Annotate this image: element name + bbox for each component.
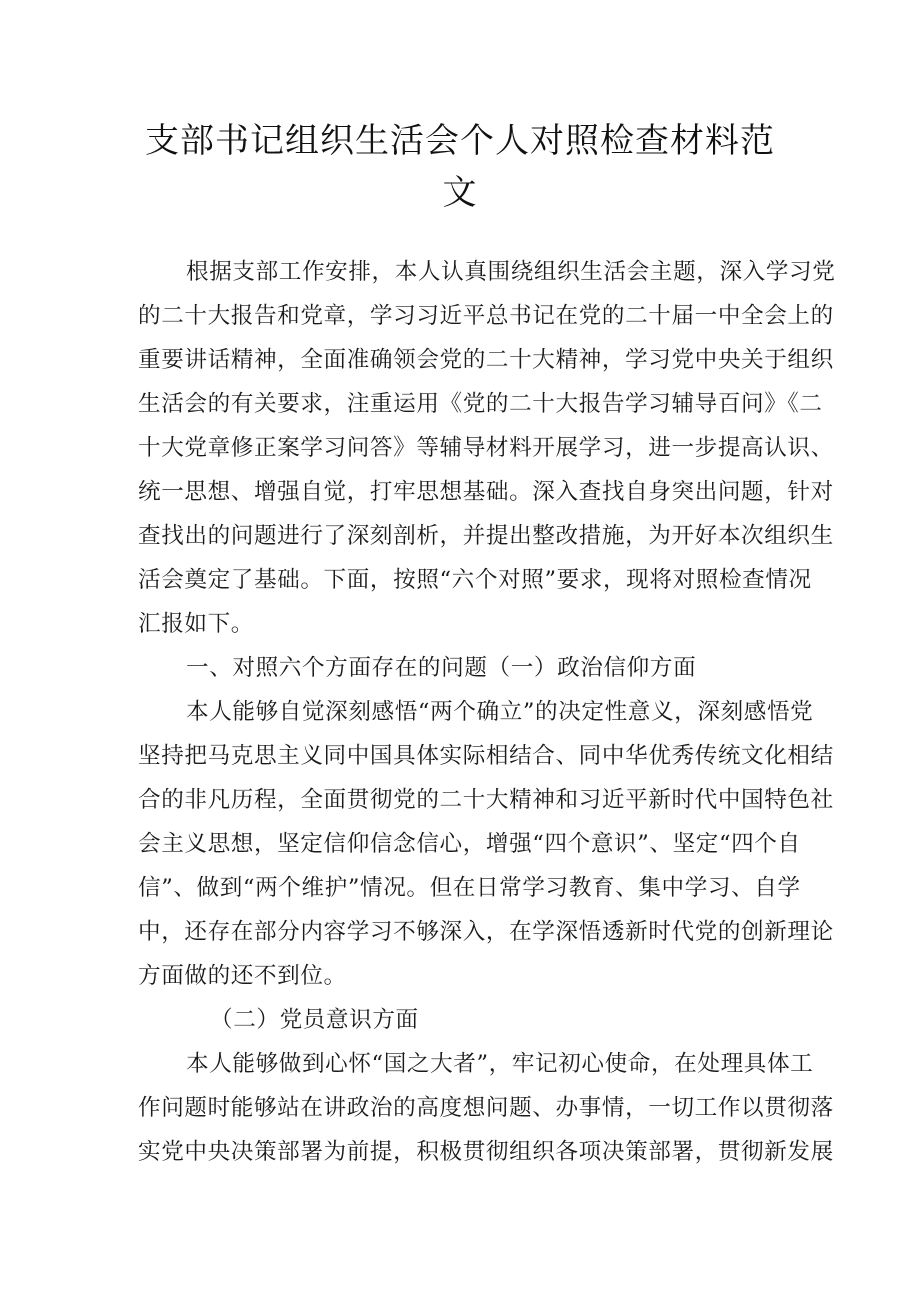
- section-heading-2: （二）党员意识方面: [210, 1007, 419, 1033]
- paragraph-intro-line: 十大党章修正案学习问答》等辅导材料开展学习，进一步提高认识、: [138, 435, 834, 461]
- document-title-line-1: 支部书记组织生活会个人对照检查材料范: [145, 121, 775, 161]
- paragraph-party-line: 实党中央决策部署为前提，积极贯彻组织各项决策部署，贯彻新发展: [138, 1139, 834, 1165]
- paragraph-political-line: 方面做的还不到位。: [138, 963, 347, 989]
- paragraph-party-line: 本人能够做到心怀“国之大者”，牢记初心使命，在处理具体工: [186, 1051, 814, 1077]
- paragraph-political-line: 坚持把马克思主义同中国具体实际相结合、同中华优秀传统文化相结: [138, 743, 834, 769]
- paragraph-political-line: 本人能够自觉深刻感悟“两个确立”的决定性意义，深刻感悟党: [186, 699, 814, 725]
- paragraph-intro-line: 的二十大报告和党章，学习习近平总书记在党的二十届一中全会上的: [138, 303, 834, 329]
- paragraph-intro-line: 根据支部工作安排，本人认真围绕组织生活会主题，深入学习党: [186, 259, 836, 285]
- paragraph-party-line: 作问题时能够站在讲政治的高度想问题、办事情，一切工作以贯彻落: [138, 1095, 834, 1121]
- paragraph-intro-line: 汇报如下。: [138, 611, 254, 637]
- paragraph-intro-line: 统一思想、增强自觉，打牢思想基础。深入查找自身突出问题，针对: [138, 479, 834, 505]
- paragraph-political-line: 合的非凡历程，全面贯彻党的二十大精神和习近平新时代中国特色社: [138, 787, 834, 813]
- paragraph-intro-line: 生活会的有关要求，注重运用《党的二十大报告学习辅导百问》《二: [138, 391, 823, 417]
- paragraph-political-line: 会主义思想，坚定信仰信念信心，增强“四个意识”、坚定“四个自: [138, 831, 801, 857]
- paragraph-intro-line: 重要讲话精神，全面准确领会党的二十大精神，学习党中央关于组织: [138, 347, 834, 373]
- paragraph-intro-line: 查找出的问题进行了深刻剖析，并提出整改措施，为开好本次组织生: [138, 523, 834, 549]
- paragraph-political-line: 中，还存在部分内容学习不够深入，在学深悟透新时代党的创新理论: [138, 919, 834, 945]
- section-heading-1: 一、对照六个方面存在的问题（一）政治信仰方面: [186, 655, 697, 681]
- paragraph-intro-line: 活会奠定了基础。下面，按照“六个对照”要求，现将对照检查情况: [138, 567, 812, 593]
- paragraph-political-line: 信”、做到“两个维护”情况。但在日常学习教育、集中学习、自学: [138, 875, 801, 901]
- document-title-line-2: 文: [442, 173, 478, 213]
